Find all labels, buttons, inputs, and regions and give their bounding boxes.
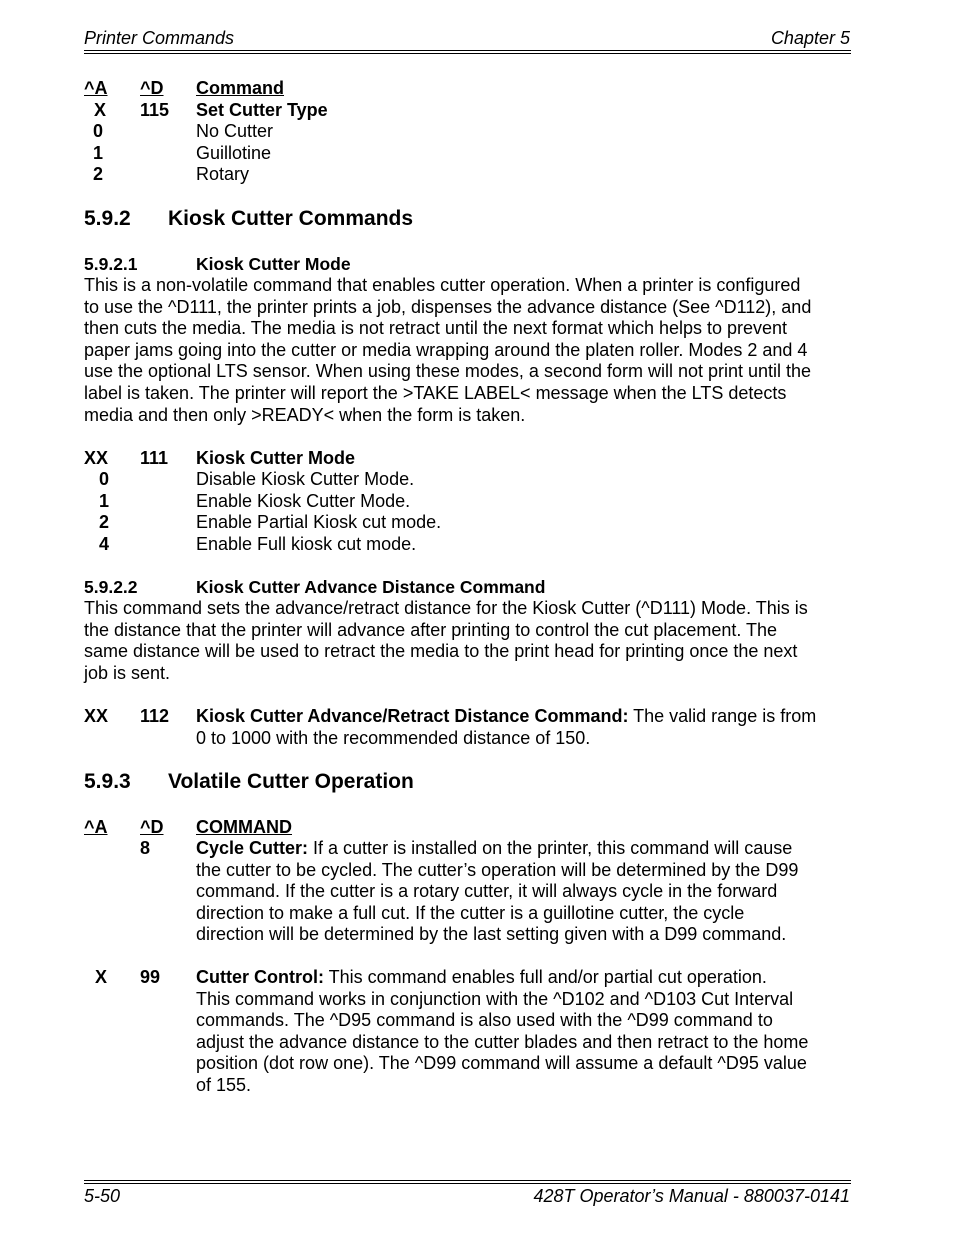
row-d: 115: [140, 100, 170, 120]
col-header-a: ^A: [84, 78, 108, 98]
paragraph-line: command. If the cutter is a rotary cutter, it will always cycle in the forward: [196, 881, 778, 902]
option-text: Enable Full kiosk cut mode.: [196, 534, 417, 554]
paragraph-line: This command works in conjunction with the ^D102 and ^D103 Cut Interval: [196, 988, 794, 1009]
paragraph-line: direction to make a full cut. If the cutter is a guillotine cutter, the cycle: [196, 902, 745, 923]
col-header-d: ^D: [140, 78, 164, 98]
paragraph-kiosk-cutter-mode: [84, 275, 854, 426]
col-header-command: COMMAND: [196, 817, 292, 837]
paragraph-line: use the optional LTS sensor. When using these modes, a second form will not print until the: [84, 361, 812, 382]
command-name: Cycle Cutter:: [196, 838, 309, 858]
option-value: 2: [98, 512, 109, 532]
row-a: XX: [84, 706, 109, 726]
row-d: 111: [140, 448, 169, 468]
col-header-a: ^A: [84, 817, 108, 837]
footer-rule-top: [84, 1180, 851, 1181]
subsection-title: Kiosk Cutter Advance Distance Command: [196, 577, 546, 597]
option-value: 2: [92, 164, 103, 184]
option-text: Enable Kiosk Cutter Mode.: [196, 491, 411, 511]
paragraph-line: the cutter to be cycled. The cutter’s operation will be determined by the D99: [196, 859, 799, 880]
paragraph-line: This is a non-volatile command that enables cutter operation. When a printer is configured: [84, 275, 801, 295]
col-header-command: Command: [196, 78, 285, 98]
row-command: Kiosk Cutter Mode: [196, 448, 356, 468]
row-d: 112: [140, 706, 170, 726]
footer-rule-bottom: [84, 1183, 851, 1184]
header-right: Chapter 5: [770, 28, 850, 48]
command-description: [196, 838, 854, 946]
row-command: Set Cutter Type: [196, 100, 328, 120]
subsection-number: 5.9.2.1: [84, 254, 138, 274]
option-value: 4: [98, 534, 109, 554]
paragraph-line: This command sets the advance/retract distance for the Kiosk Cutter (^D111) Mode. This is: [84, 598, 808, 618]
row-a: XX: [84, 448, 109, 468]
section-title: Kiosk Cutter Commands: [168, 207, 414, 230]
paragraph-line: paper jams going into the cutter or media wrapping around the platen roller. Modes 2 and 4: [84, 339, 808, 360]
command-name: Cutter Control:: [196, 967, 324, 987]
section-number: 5.9.2: [84, 207, 131, 230]
option-text: Enable Partial Kiosk cut mode.: [196, 512, 442, 532]
paragraph-line: This command enables full and/or partial cut operation.: [323, 967, 767, 987]
paragraph-line: media and then only >READY< when the form is taken.: [84, 404, 526, 425]
row-command: [196, 706, 816, 727]
paragraph-line: same distance will be used to retract the media to the print head for printing once the next: [84, 641, 798, 662]
footer-page-number: 5-50: [84, 1186, 121, 1206]
option-value: 0: [92, 121, 103, 141]
subsection-title: Kiosk Cutter Mode: [196, 254, 351, 274]
section-number: 5.9.3: [84, 770, 131, 793]
command-name: Kiosk Cutter Advance/Retract Distance Command:: [196, 706, 629, 726]
paragraph-line: If a cutter is installed on the printer, this command will cause: [308, 838, 793, 858]
paragraph-line: position (dot row one). The ^D99 command will assume a default ^D95 value: [196, 1053, 807, 1074]
paragraph-line: the distance that the printer will advance after printing to control the cut placement. The: [84, 619, 778, 640]
command-description: [196, 967, 854, 1097]
paragraph-line: then cuts the media. The media is not retract until the next format which helps to prevent: [84, 318, 788, 339]
option-value: 0: [98, 469, 109, 489]
section-title: Volatile Cutter Operation: [168, 770, 414, 793]
command-continuation: 0 to 1000 with the recommended distance of 150.: [196, 728, 591, 748]
paragraph-line: job is sent.: [84, 662, 171, 683]
option-text: Disable Kiosk Cutter Mode.: [196, 469, 415, 489]
row-a: X: [93, 100, 106, 120]
header-left: Printer Commands: [84, 28, 235, 48]
col-header-d: ^D: [140, 817, 164, 837]
paragraph-line: direction will be determined by the last setting given with a D99 command.: [196, 924, 787, 945]
option-text: Guillotine: [196, 143, 272, 163]
row-d: 99: [140, 967, 161, 987]
command-text: The valid range is from: [628, 706, 817, 726]
row-d: 8: [140, 838, 151, 858]
header-rule-top: [84, 50, 851, 51]
paragraph-advance-distance: [84, 598, 854, 684]
option-text: Rotary: [196, 164, 250, 184]
paragraph-line: to use the ^D111, the printer prints a job, dispenses the advance distance (See ^D112), and: [84, 296, 812, 317]
subsection-number: 5.9.2.2: [84, 577, 138, 597]
header-rule-bottom: [84, 53, 851, 54]
option-value: 1: [92, 143, 103, 163]
paragraph-line: label is taken. The printer will report the >TAKE LABEL< message when the LTS detects: [84, 382, 787, 403]
paragraph-line: of 155.: [196, 1074, 252, 1095]
option-text: No Cutter: [196, 121, 274, 141]
option-value: 1: [98, 491, 109, 511]
footer-manual-title: 428T Operator’s Manual - 880037-0141: [533, 1186, 850, 1206]
paragraph-line: commands. The ^D95 command is also used with the ^D99 command to: [196, 1010, 773, 1031]
row-a: X: [94, 967, 107, 987]
paragraph-line: adjust the advance distance to the cutter blades and then retract to the home: [196, 1031, 809, 1052]
